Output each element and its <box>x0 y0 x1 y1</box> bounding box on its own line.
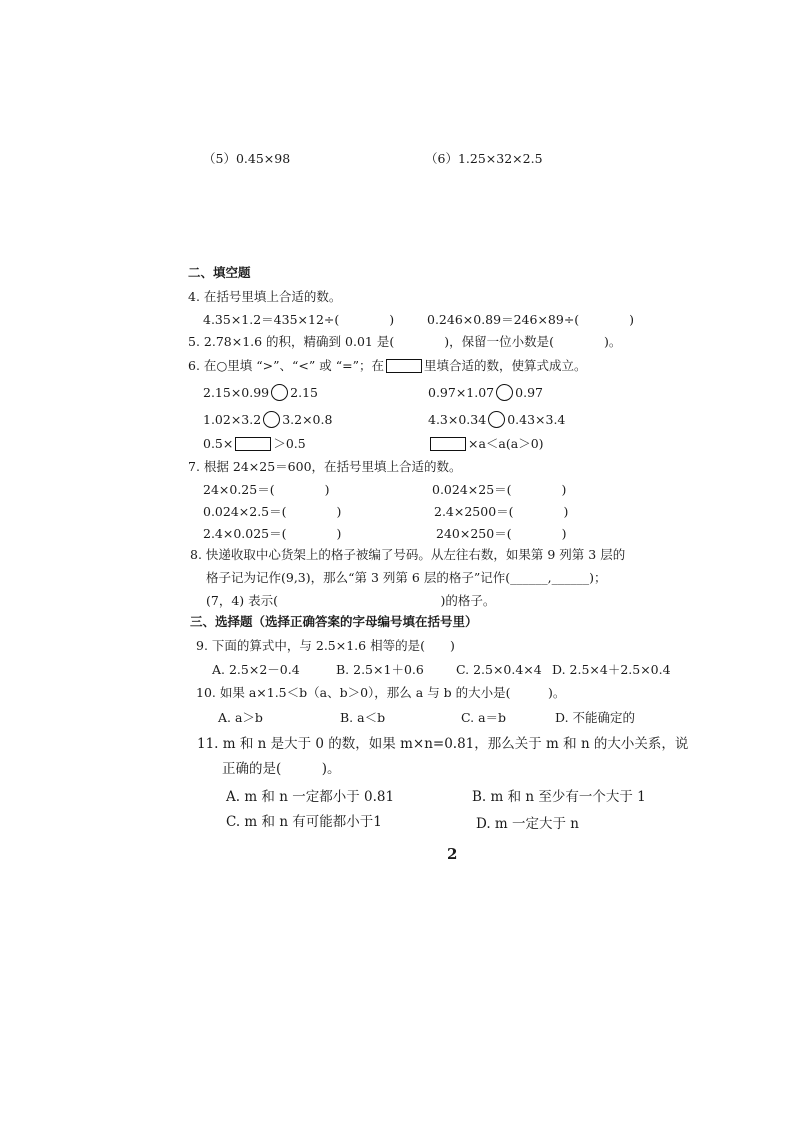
q11-option-a: A. m 和 n 一定都小于 0.81 <box>226 789 395 805</box>
q6-stem-b: 里填合适的数，使算式成立。 <box>424 358 587 373</box>
q7-b: 0.024×25＝( ) <box>432 482 567 497</box>
q6-row2-a <box>203 411 332 428</box>
q6-row2-b <box>428 411 565 428</box>
answer-circle-icon <box>488 411 505 428</box>
q8-line3: (7，4) 表示( )的格子。 <box>206 593 496 608</box>
q6-row1-a <box>203 384 318 401</box>
q6-r2b-right: 0.43×3.4 <box>507 412 566 427</box>
q10-stem: 10. 如果 a×1.5＜b（a、b＞0），那么 a 与 b 的大小是( )。 <box>196 685 566 700</box>
q4-stem: 4. 在括号里填上合适的数。 <box>188 289 342 304</box>
blank-box-icon <box>235 437 271 451</box>
q6-r3a-left: 0.5× <box>203 436 234 451</box>
q6-r2a-right: 3.2×0.8 <box>282 412 333 427</box>
q6-r3b-right: ×a＜a(a＞0) <box>468 436 544 451</box>
q9-option-a: A. 2.5×2－0.4 <box>212 662 300 677</box>
q10-option-a: A. a＞b <box>218 710 263 725</box>
q7-a: 24×0.25＝( ) <box>203 482 330 497</box>
section-fill-heading: 二、填空题 <box>188 265 251 280</box>
q9-option-c: C. 2.5×0.4×4 <box>456 662 542 677</box>
q5: 5. 2.78×1.6 的积，精确到 0.01 是( )，保留一位小数是( )。 <box>188 334 622 349</box>
q6-r2b-left: 4.3×0.34 <box>428 412 487 427</box>
q10-option-d: D. 不能确定的 <box>555 710 636 725</box>
q6-stem-a: 6. 在○里填 “>”、“<” 或 “=”；在 <box>188 358 384 373</box>
answer-circle-icon <box>496 384 513 401</box>
q8-line1: 8. 快递收取中心货架上的格子被编了号码。从左往右数，如果第 9 列第 3 层的 <box>190 547 626 562</box>
q9-stem: 9. 下面的算式中，与 2.5×1.6 相等的是( ) <box>196 638 455 653</box>
q6-r1a-right: 2.15 <box>290 385 318 400</box>
q10-option-b: B. a＜b <box>340 710 386 725</box>
q6-r1a-left: 2.15×0.99 <box>203 385 270 400</box>
answer-circle-icon <box>263 411 280 428</box>
q9-option-b: B. 2.5×1＋0.6 <box>336 662 424 677</box>
q6-row1-b <box>428 384 543 401</box>
q6-row3-a <box>203 436 306 452</box>
q7-d: 2.4×2500＝( ) <box>434 504 569 519</box>
problem-6: （6）1.25×32×2.5 <box>425 151 543 166</box>
blank-box-icon <box>386 359 422 373</box>
q6-r3a-right: ＞0.5 <box>273 436 306 451</box>
q6-stem <box>188 358 587 374</box>
answer-circle-icon <box>271 384 288 401</box>
problem-5: （5）0.45×98 <box>203 151 291 166</box>
page-number: 2 <box>447 845 458 863</box>
q7-c: 0.024×2.5＝( ) <box>203 504 342 519</box>
blank-box-icon <box>430 437 466 451</box>
q7-e: 2.4×0.025＝( ) <box>203 526 342 541</box>
q6-r2a-left: 1.02×3.2 <box>203 412 262 427</box>
section-choice-heading: 三、选择题（选择正确答案的字母编号填在括号里） <box>190 614 478 629</box>
q11-line2: 正确的是( )。 <box>222 761 341 777</box>
q6-row3-b <box>428 436 544 452</box>
q4-a: 4.35×1.2＝435×12÷( ) <box>203 312 395 327</box>
q8-line2: 格子记为记作(9,3)，那么“第 3 列第 6 层的格子”记作(______,______)； <box>206 570 607 585</box>
q7-f: 240×250＝( ) <box>436 526 567 541</box>
q9-option-d: D. 2.5×4＋2.5×0.4 <box>552 662 671 677</box>
q10-option-c: C. a＝b <box>461 710 507 725</box>
q11-option-d: D. m 一定大于 n <box>476 816 580 832</box>
q4-b: 0.246×0.89＝246×89÷( ) <box>427 312 635 327</box>
q11-line1: 11. m 和 n 是大于 0 的数，如果 m×n=0.81，那么关于 m 和 n 的大小关系，说 <box>197 736 689 752</box>
q6-r1b-left: 0.97×1.07 <box>428 385 495 400</box>
q11-option-c: C. m 和 n 有可能都小于1 <box>226 814 382 830</box>
q7-stem: 7. 根据 24×25＝600，在括号里填上合适的数。 <box>188 459 462 474</box>
q11-option-b: B. m 和 n 至少有一个大于 1 <box>472 789 646 805</box>
q6-r1b-right: 0.97 <box>515 385 543 400</box>
